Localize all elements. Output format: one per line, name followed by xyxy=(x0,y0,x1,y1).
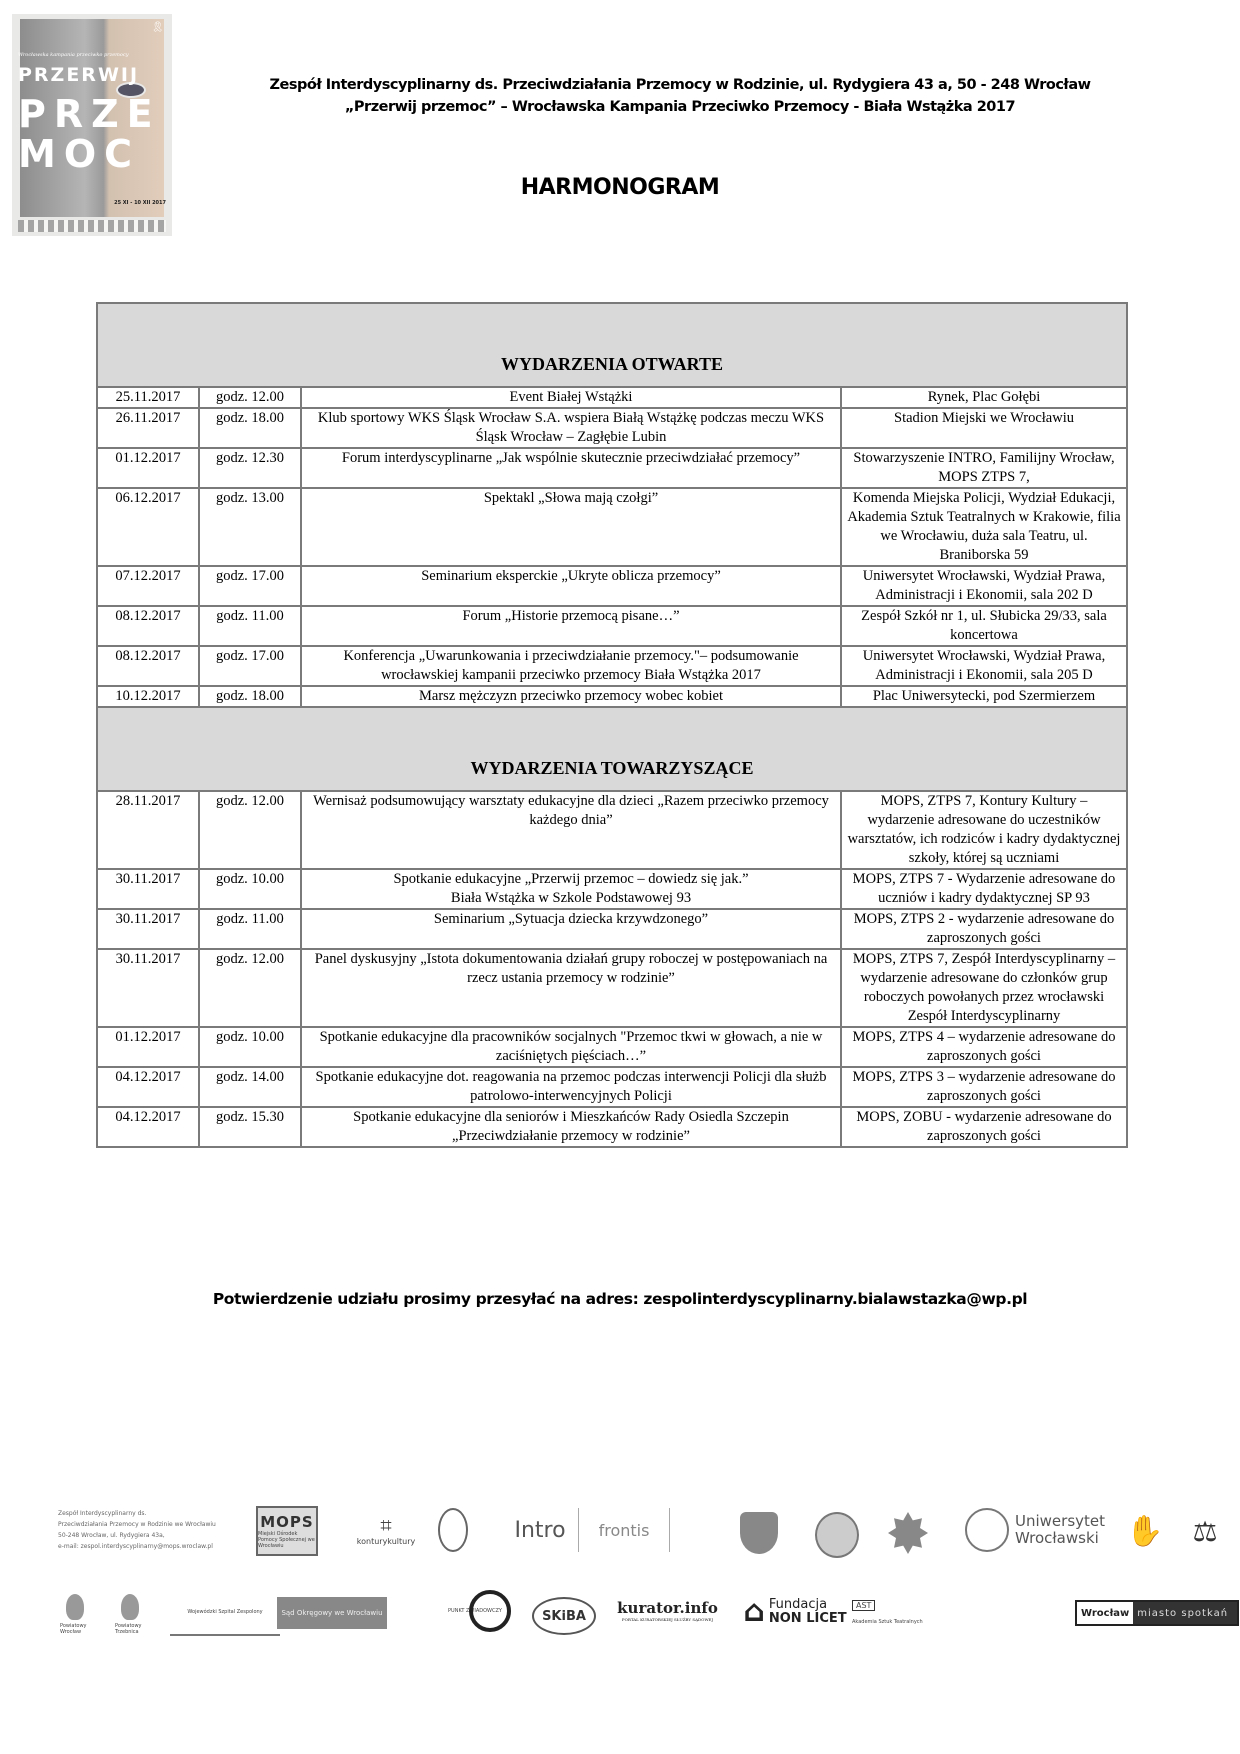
hospital-logo-text: Wojewódzki Szpital Zespolony xyxy=(187,1609,263,1615)
section-heading: WYDARZENIA TOWARZYSZĄCE xyxy=(97,707,1127,791)
org-info-line: Zespół Interdyscyplinarny ds. xyxy=(58,1510,147,1517)
powiat2-text: Powiatowy Trzebnica xyxy=(115,1622,142,1635)
nonlicet-line2: NON LICET xyxy=(768,1611,847,1626)
region-shape-icon xyxy=(121,1594,139,1620)
event-location: Uniwersytet Wrocławski, Wydział Prawa, Administracji i Ekonomii, sala 205 D xyxy=(841,646,1127,686)
org-info-line: 50-248 Wrocław, ul. Rydygiera 43a, xyxy=(58,1532,165,1539)
section-header-row xyxy=(97,303,1127,387)
intro-logo xyxy=(495,1510,585,1550)
event-time: godz. 14.00 xyxy=(199,1067,301,1107)
event-date: 30.11.2017 xyxy=(97,909,199,949)
event-location: MOPS, ZTPS 4 – wydarzenie adresowane do zaproszonych gości xyxy=(841,1027,1127,1067)
kurator-logo-subtext: PORTAL KURATORSKIEJ SŁUŻBY SĄDOWEJ xyxy=(621,1616,714,1622)
event-date: 07.12.2017 xyxy=(97,566,199,606)
ribbon-icon: 🎗 xyxy=(151,22,164,33)
powiat-trzebnica-logo xyxy=(115,1590,145,1638)
table-row xyxy=(97,909,1127,949)
campaign-poster xyxy=(12,14,172,236)
table-row xyxy=(97,1027,1127,1067)
organizer-contact-info xyxy=(58,1508,218,1552)
event-time: godz. 12.00 xyxy=(199,791,301,869)
event-time: godz. 17.00 xyxy=(199,646,301,686)
table-row xyxy=(97,1067,1127,1107)
kontury-logo-text: konturykultury xyxy=(356,1536,416,1546)
event-title: Panel dyskusyjny „Istota dokumentowania działań grupy roboczej w postępowaniach na rzecz ustania przemocy w rodzinie” xyxy=(301,949,841,1027)
punkt-logo xyxy=(435,1590,515,1632)
event-date: 08.12.2017 xyxy=(97,606,199,646)
table-row xyxy=(97,949,1127,1027)
event-location: MOPS, ZTPS 7, Kontury Kultury – wydarzenie adresowane do uczestników warsztatów, ich rodziców i kadry dydaktycznej szkoły, której są uczniami xyxy=(841,791,1127,869)
event-date: 08.12.2017 xyxy=(97,646,199,686)
header-campaign: „Przerwij przemoc” – Wrocławska Kampania Przeciwko Przemocy - Biała Wstążka 2017 xyxy=(344,99,1016,115)
event-location: Zespół Szkół nr 1, ul. Słubicka 29/33, sala koncertowa xyxy=(841,606,1127,646)
kontury-icon: ⌗ xyxy=(380,1512,392,1537)
document-header xyxy=(230,74,1130,118)
event-location: MOPS, ZOBU - wydarzenie adresowane do zaproszonych gości xyxy=(841,1107,1127,1147)
mops-logo xyxy=(256,1506,318,1556)
event-title: Spotkanie edukacyjne dot. reagowania na przemoc podczas interwencji Policji dla służb patrolowo-interwencyjnych Policji xyxy=(301,1067,841,1107)
hospital-logo xyxy=(170,1590,280,1636)
ring-icon xyxy=(469,1590,511,1632)
eagle-emblem-icon xyxy=(965,1508,1009,1552)
nonlicet-line1: Fundacja xyxy=(768,1597,828,1612)
event-time: godz. 10.00 xyxy=(199,1027,301,1067)
event-location: MOPS, ZTPS 2 - wydarzenie adresowane do zaproszonych gości xyxy=(841,909,1127,949)
event-date: 01.12.2017 xyxy=(97,1027,199,1067)
event-location: Stowarzyszenie INTRO, Familijny Wrocław, MOPS ZTPS 7, xyxy=(841,448,1127,488)
intro-logo-text: Intro xyxy=(514,1517,566,1543)
section-heading: WYDARZENIA OTWARTE xyxy=(97,303,1127,387)
wroclaw-logo-text: Wrocław xyxy=(1077,1608,1133,1619)
event-title: Klub sportowy WKS Śląsk Wrocław S.A. wspiera Białą Wstążkę podczas meczu WKS Śląsk Wrocław – Zagłębie Lubin xyxy=(301,408,841,448)
event-location: Uniwersytet Wrocławski, Wydział Prawa, Administracji i Ekonomii, sala 202 D xyxy=(841,566,1127,606)
event-time: godz. 10.00 xyxy=(199,869,301,909)
event-location: Rynek, Plac Gołębi xyxy=(841,387,1127,408)
poster-sponsor-strip xyxy=(18,220,166,232)
event-title: Marsz mężczyzn przeciwko przemocy wobec kobiet xyxy=(301,686,841,707)
event-time: godz. 17.00 xyxy=(199,566,301,606)
event-title: Forum „Historie przemocą pisane…” xyxy=(301,606,841,646)
event-date: 04.12.2017 xyxy=(97,1067,199,1107)
event-time: godz. 13.00 xyxy=(199,488,301,566)
rsvp-note: Potwierdzenie udziału prosimy przesyłać na adres: zespolinterdyscyplinarny.bialawstazka@wp.pl xyxy=(212,1290,1028,1308)
event-time: godz. 15.30 xyxy=(199,1107,301,1147)
partner-logos xyxy=(40,1480,1229,1660)
event-title: Seminarium „Sytuacja dziecka krzywdzonego” xyxy=(301,909,841,949)
association-seal-logo xyxy=(438,1508,468,1552)
skiba-logo xyxy=(532,1597,596,1635)
table-row xyxy=(97,488,1127,566)
akademia-sztuk-teatralnych-logo xyxy=(852,1590,952,1634)
justice-statue-icon: ⚖ xyxy=(1192,1514,1218,1548)
event-title: Seminarium eksperckie „Ukryte oblicza przemocy” xyxy=(301,566,841,606)
event-location: Stadion Miejski we Wrocławiu xyxy=(841,408,1127,448)
header-organization: Zespół Interdyscyplinarny ds. Przeciwdziałania Przemocy w Rodzinie, ul. Rydygiera 43 a, 50 - 248 Wrocław xyxy=(269,77,1091,93)
section-header-row xyxy=(97,707,1127,791)
org-info-line: e-mail: zespol.interdyscyplinarny@mops.wroclaw.pl xyxy=(58,1543,213,1550)
event-location: MOPS, ZTPS 7 - Wydarzenie adresowane do uczniów i kadry dydaktycznej SP 93 xyxy=(841,869,1127,909)
table-row xyxy=(97,791,1127,869)
event-date: 01.12.2017 xyxy=(97,448,199,488)
miasto-spotkan-text: miasto spotkań xyxy=(1133,1602,1237,1624)
event-time: godz. 12.00 xyxy=(199,387,301,408)
ast-logo-text: Akademia Sztuk Teatralnych xyxy=(852,1618,923,1625)
wroclaw-miasto-spotkan-logo xyxy=(1075,1600,1239,1626)
poster-title-line3: MOC xyxy=(18,132,141,176)
table-row xyxy=(97,387,1127,408)
poster-title-line1: PRZERWIJ xyxy=(18,64,140,86)
university-wroclaw-logo xyxy=(965,1506,1105,1554)
punkt-logo-text: PUNKT ZWIADOWCZY xyxy=(448,1608,502,1614)
uwr-line2: Wrocławski xyxy=(1015,1529,1099,1547)
hand-icon: ✋ xyxy=(1126,1513,1164,1549)
powiat1-text: Powiatowy Wrocław xyxy=(60,1622,87,1635)
fire-service-emblem-logo xyxy=(815,1512,859,1558)
page-title: HARMONOGRAM xyxy=(520,175,720,200)
event-date: 28.11.2017 xyxy=(97,791,199,869)
wroclaw-crest-logo xyxy=(740,1512,778,1554)
event-title: Spotkanie edukacyjne „Przerwij przemoc – dowiedz się jak.” Biała Wstążka w Szkole Podstawowej 93 xyxy=(301,869,841,909)
event-date: 30.11.2017 xyxy=(97,869,199,909)
table-row xyxy=(97,408,1127,448)
event-date: 06.12.2017 xyxy=(97,488,199,566)
event-title: Wernisaż podsumowujący warsztaty edukacyjne dla dzieci „Razem przeciwko przemocy każdego dnia” xyxy=(301,791,841,869)
kurator-logo-text: kurator.info xyxy=(617,1598,718,1617)
mops-logo-text: MOPS xyxy=(260,1513,314,1531)
event-location: Komenda Miejska Policji, Wydział Edukacji, Akademia Sztuk Teatralnych w Krakowie, filia we Wrocławiu, duża sala Teatru, ul. Braniborska 59 xyxy=(841,488,1127,566)
table-row xyxy=(97,566,1127,606)
court-logo xyxy=(277,1597,387,1629)
skiba-logo-text: SKiBA xyxy=(542,1608,586,1624)
table-row xyxy=(97,686,1127,707)
event-title: Forum interdyscyplinarne „Jak wspólnie skutecznie przeciwdziałać przemocy” xyxy=(301,448,841,488)
court-logo-text: Sąd Okręgowy we Wrocławiu xyxy=(281,1609,383,1617)
event-date: 10.12.2017 xyxy=(97,686,199,707)
poster-title-big xyxy=(18,94,161,174)
table-row xyxy=(97,869,1127,909)
frontis-logo xyxy=(578,1508,670,1552)
event-title: Spotkanie edukacyjne dla seniorów i Mieszkańców Rady Osiedla Szczepin „Przeciwdziałanie przemocy w rodzinie” xyxy=(301,1107,841,1147)
house-heart-icon: ⌂ xyxy=(743,1594,765,1629)
fundacja-non-licet-logo xyxy=(735,1590,855,1634)
police-star-logo xyxy=(888,1512,928,1554)
uwr-line1: Uniwersytet xyxy=(1015,1512,1105,1530)
event-time: godz. 18.00 xyxy=(199,686,301,707)
poster-dates: 25 XI - 10 XII 2017 xyxy=(114,200,166,206)
event-time: godz. 18.00 xyxy=(199,408,301,448)
region-shape-icon xyxy=(66,1594,84,1620)
event-date: 25.11.2017 xyxy=(97,387,199,408)
event-title: Spektakl „Słowa mają czołgi” xyxy=(301,488,841,566)
table-row xyxy=(97,1107,1127,1147)
frontis-logo-text: frontis xyxy=(598,1520,650,1540)
event-location: Plac Uniwersytecki, pod Szermierzem xyxy=(841,686,1127,707)
event-title: Event Białej Wstążki xyxy=(301,387,841,408)
poster-tagline: Wrocławska kampania przeciwko przemocy xyxy=(18,52,129,58)
org-info-line: Przeciwdziałania Przemocy w Rodzinie we Wrocławiu xyxy=(58,1521,216,1528)
event-title: Spotkanie edukacyjne dla pracowników socjalnych "Przemoc tkwi w głowach, a nie w zaciśniętych pięściach…” xyxy=(301,1027,841,1067)
event-location: MOPS, ZTPS 3 – wydarzenie adresowane do zaproszonych gości xyxy=(841,1067,1127,1107)
poster-title-line2: PRZE xyxy=(18,92,161,136)
kurator-info-logo xyxy=(615,1590,720,1630)
event-date: 30.11.2017 xyxy=(97,949,199,1027)
event-time: godz. 11.00 xyxy=(199,606,301,646)
table-row xyxy=(97,448,1127,488)
event-time: godz. 12.30 xyxy=(199,448,301,488)
table-row xyxy=(97,646,1127,686)
event-date: 26.11.2017 xyxy=(97,408,199,448)
ast-badge: AST xyxy=(852,1600,875,1611)
mops-logo-subtext: Miejski Ośrodek Pomocy Społecznej we Wrocławiu xyxy=(258,1531,315,1549)
event-title: Konferencja „Uwarunkowania i przeciwdziałanie przemocy."– podsumowanie wrocławskiej kampanii przeciwko przemocy Biała Wstążka 2017 xyxy=(301,646,841,686)
table-row xyxy=(97,606,1127,646)
event-time: godz. 12.00 xyxy=(199,949,301,1027)
schedule-table xyxy=(96,302,1128,1148)
powiat-wroclaw-logo xyxy=(60,1590,90,1638)
kontury-kultury-logo xyxy=(350,1506,422,1552)
event-date: 04.12.2017 xyxy=(97,1107,199,1147)
event-time: godz. 11.00 xyxy=(199,909,301,949)
event-location: MOPS, ZTPS 7, Zespół Interdyscyplinarny – wydarzenie adresowane do członków grup roboczych powołanych przez wrocławski Zespół Interdyscyplinarny xyxy=(841,949,1127,1027)
